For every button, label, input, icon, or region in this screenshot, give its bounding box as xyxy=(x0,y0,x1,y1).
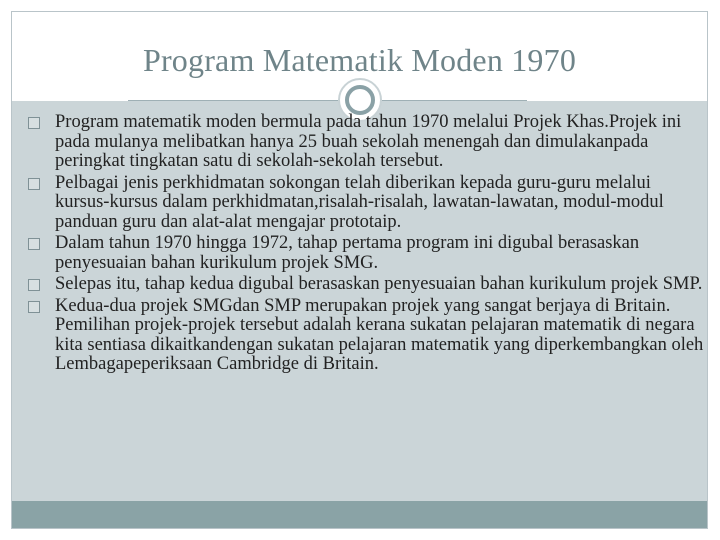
slide-frame xyxy=(11,11,708,529)
bullet-text: Selepas itu, tahap kedua digubal berasaskan penyesuaian bahan kurikulum projek SMP. xyxy=(55,274,703,294)
bullet-text: Kedua-dua projek SMGdan SMP merupakan projek yang sangat berjaya di Britain. Pemilihan projek-projek tersebut adalah kerana sukatan pelajaran matematik di negara kita sentiasa dikaitkandengan sukatan pelajaran matematik yang diperkembangkan oleh Lembagapeperiksaan Cambridge di Britain. xyxy=(55,295,704,374)
slide-title: Program Matematik Moden 1970 xyxy=(142,42,577,78)
bullet-text: Pelbagai jenis perkhidmatan sokongan telah diberikan kepada guru-guru melalui kursus-kursus dalam perkhidmatan,risalah-risalah, lawatan-lawatan, modul-modul panduan guru dan alat-alat mengajar prototaip. xyxy=(55,172,664,232)
bullet-text: Dalam tahun 1970 hingga 1972, tahap pertama program ini digubal berasaskan penyesuaian bahan kurikulum projek SMG. xyxy=(55,233,640,273)
bullet-text: Program matematik moden bermula pada tahun 1970 melalui Projek Khas.Projek ini pada mulanya melibatkan hanya 25 buah sekolah menengah dan dimulakanpada peringkat tingkatan satu di sekolah-sekolah tersebut. xyxy=(55,112,682,171)
